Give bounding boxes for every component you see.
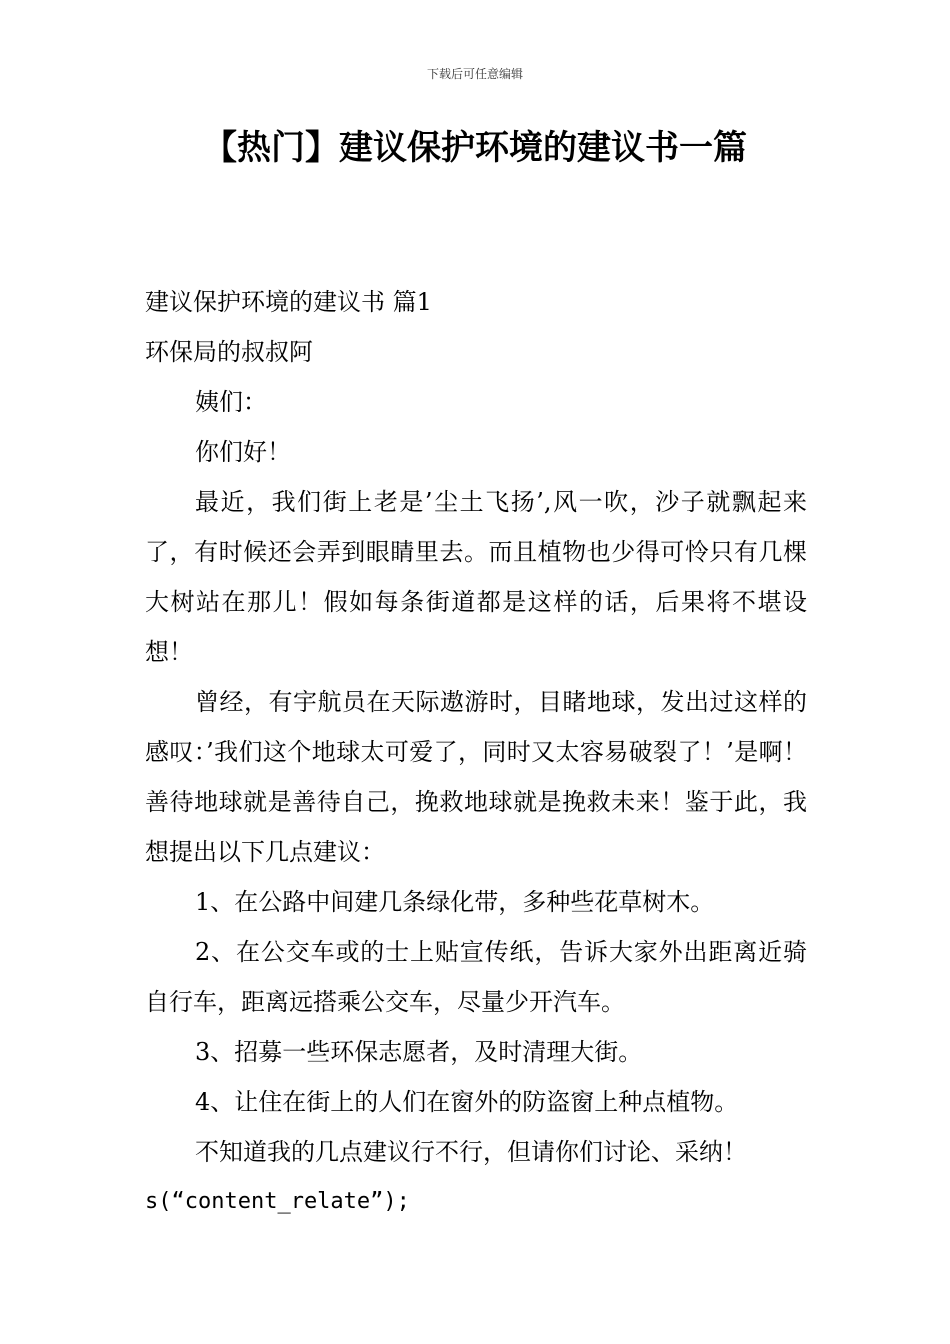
- greeting: 你们好！: [195, 438, 291, 466]
- paragraph-2: 曾经，有宇航员在天际遨游时，目睹地球，发出过这样的感叹：’我们这个地球太可爱了，同时又太容易破裂了！’是啊！善待地球就是善待自己，挽救地球就是挽救未来！鉴于此，我想提出以下几点建议：: [145, 688, 807, 866]
- salutation-line-2: 姨们：: [195, 388, 267, 416]
- suggestion-4: 4、让住在街上的人们在窗外的防盗窗上种点植物。: [195, 1088, 739, 1116]
- header-note: 下载后可任意编辑: [426, 67, 523, 81]
- suggestion-3: 3、招募一些环保志愿者，及时清理大街。: [195, 1038, 643, 1066]
- document-body: [145, 277, 807, 1227]
- suggestion-2: 2、在公交车或的士上贴宣传纸，告诉大家外出距离近骑自行车，距离远搭乘公交车，尽量少开汽车。: [145, 938, 807, 1016]
- code-fragment: s(“content_relate”);: [145, 1189, 410, 1214]
- document-title: 【热门】建议保护环境的建议书一篇: [203, 128, 747, 168]
- section-heading: 建议保护环境的建议书 篇1: [145, 288, 432, 316]
- salutation-line-1: 环保局的叔叔阿: [145, 338, 313, 366]
- paragraph-1: 最近，我们街上老是’尘土飞扬’,风一吹，沙子就飘起来了，有时候还会弄到眼睛里去。而且植物也少得可怜只有几棵大树站在那儿！假如每条街道都是这样的话，后果将不堪设想！: [145, 488, 807, 666]
- closing: 不知道我的几点建议行不行，但请你们讨论、采纳！: [195, 1138, 747, 1166]
- suggestion-1: 1、在公路中间建几条绿化带，多种些花草树木。: [195, 888, 715, 916]
